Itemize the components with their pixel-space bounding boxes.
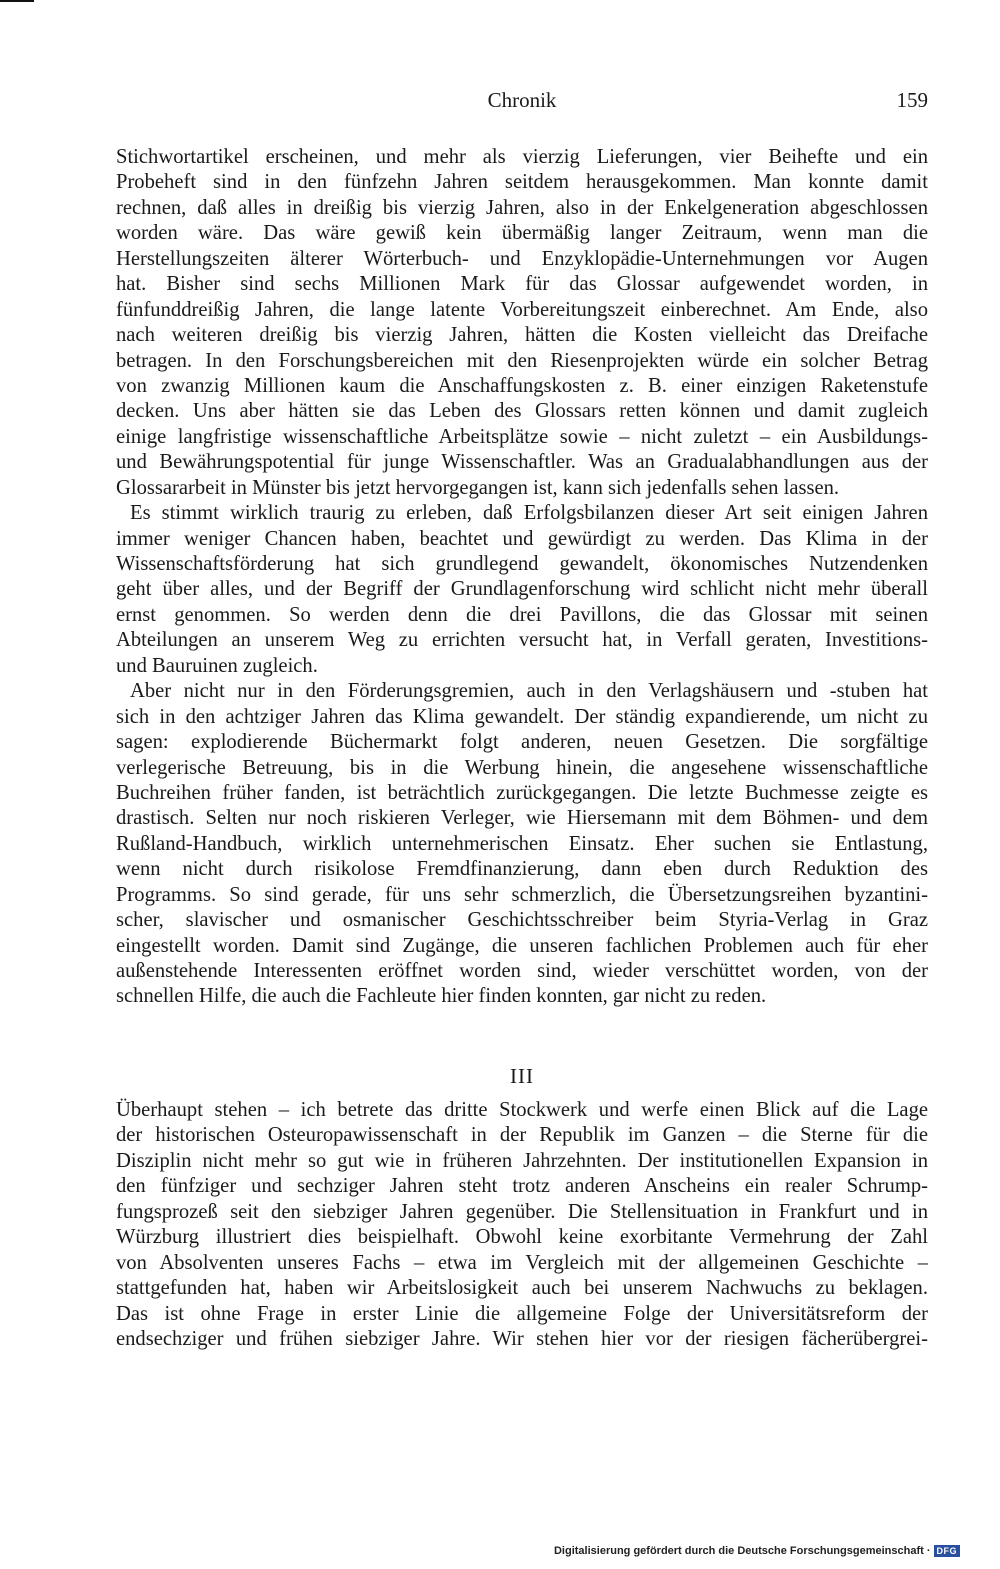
text-line: immer weniger Chancen haben, beachtet und gewürdigt zu werden. Das Klima in der <box>116 527 928 550</box>
text-line: Das ist ohne Frage in erster Linie die allgemeine Folge der Universitätsreform der <box>116 1302 928 1325</box>
text-line: worden wäre. Das wäre gewiß kein übermäßig langer Zeitraum, wenn man die <box>116 222 928 245</box>
credit-text: Digitalisierung gefördert durch die Deutsche Forschungsgemeinschaft · <box>553 1545 931 1557</box>
dfg-logo-icon: DFG <box>934 1545 961 1557</box>
text-line: von zwanzig Millionen kaum die Anschaffungskosten z. B. einer einzigen Raketenstufe <box>116 374 928 397</box>
text-line: den fünfziger und sechziger Jahren steht trotz anderen Anscheins ein realer Schrump- <box>116 1175 928 1198</box>
text-line: der historischen Osteuropawissenschaft in der Republik im Ganzen – die Sterne für die <box>116 1124 928 1147</box>
text-line: stattgefunden hat, haben wir Arbeitslosigkeit auch bei unserem Nachwuchs zu beklagen. <box>116 1277 928 1300</box>
text-line: Buchreihen früher fanden, ist beträchtlich zurückgegangen. Die letzte Buchmesse zeigte es <box>116 781 928 804</box>
text-line: Programms. So sind gerade, für uns sehr schmerzlich, die Übersetzungsreihen byzantini- <box>116 883 928 906</box>
body-text-part-1 <box>116 145 928 1010</box>
text-line: hat. Bisher sind sechs Millionen Mark für das Glossar aufgewendet worden, in <box>116 273 928 296</box>
text-line: eingestellt worden. Damit sind Zugänge, die unseren fachlichen Problemen auch für eher <box>116 934 928 957</box>
text-line: scher, slavischer und osmanischer Geschichtsschreiber beim Styria-Verlag in Graz <box>116 909 928 932</box>
text-line: sich in den achtziger Jahren das Klima gewandelt. Der ständig expandierende, um nicht zu <box>116 705 928 728</box>
text-line: nach weiteren dreißig bis vierzig Jahren, hätten die Kosten vielleicht das Dreifache <box>116 324 928 347</box>
section-heading: III <box>510 1064 534 1088</box>
text-line: Aber nicht nur in den Förderungsgremien, auch in den Verlagshäusern und -stuben hat <box>130 680 928 703</box>
text-line: Wissenschaftsförderung hat sich grundlegend gewandelt, ökonomisches Nutzendenken <box>116 553 928 575</box>
digitization-credit <box>554 1545 960 1557</box>
text-line: Rußland-Handbuch, wirklich unternehmerischen Einsatz. Eher suchen sie Entlastung, <box>116 832 928 855</box>
text-line: Abteilungen an unserem Weg zu errichten versucht hat, in Verfall geraten, Investitions- <box>116 629 928 652</box>
text-line: drastisch. Selten nur noch riskieren Verleger, wie Hiersemann mit dem Böhmen- und dem <box>116 807 928 830</box>
text-line: Herstellungszeiten älterer Wörterbuch- und Enzyklopädie-Unternehmungen vor Augen <box>116 247 928 270</box>
text-line: fünfunddreißig Jahren, die lange latente Vorbereitungszeit einberechnet. Am Ende, also <box>116 298 928 321</box>
text-line: und Bauruinen zugleich. <box>116 654 318 677</box>
text-line: schnellen Hilfe, die auch die Fachleute hier finden konnten, gar nicht zu reden. <box>116 985 767 1008</box>
text-line: wenn nicht durch risikolose Fremdfinanzierung, dann eben durch Reduktion des <box>116 858 928 881</box>
body-text-part-2 <box>116 1098 928 1352</box>
text-line: rechnen, daß alles in dreißig bis vierzig Jahren, also in der Enkelgeneration abgeschlossen <box>116 196 928 219</box>
text-line: fungsprozeß seit den siebziger Jahren gegenüber. Die Stellensituation in Frankfurt und in <box>116 1200 928 1223</box>
corner-scan-mark <box>0 0 34 2</box>
text-line: außenstehende Interessenten eröffnet worden sind, wieder verschüttet worden, von der <box>116 960 928 982</box>
text-line: sagen: explodierende Büchermarkt folgt anderen, neuen Gesetzen. Die sorgfältige <box>116 731 928 754</box>
text-line: Disziplin nicht mehr so gut wie in früheren Jahrzehnten. Der institutionellen Expansion in <box>116 1149 928 1172</box>
text-line: endsechziger und frühen siebziger Jahre. Wir stehen hier vor der riesigen fächerübergrei- <box>116 1327 928 1350</box>
text-line: geht über alles, und der Begriff der Grundlagenforschung wird schlicht nicht mehr überall <box>116 578 928 601</box>
text-line: einige langfristige wissenschaftliche Arbeitsplätze sowie – nicht zuletzt – ein Ausbildungs- <box>116 425 928 448</box>
page-number: 159 <box>896 88 928 112</box>
text-line: von Absolventen unseres Fachs – etwa im Vergleich mit der allgemeinen Geschichte – <box>116 1251 928 1274</box>
text-line: ernst genommen. So werden denn die drei Pavillons, die das Glossar mit seinen <box>116 603 928 626</box>
running-title: Chronik <box>487 88 557 112</box>
text-line: decken. Uns aber hätten sie das Leben des Glossars retten können und damit zugleich <box>116 400 928 423</box>
text-line: verlegerische Betreuung, bis in die Werbung hinein, die angesehene wissenschaftliche <box>116 756 928 779</box>
text-line: Überhaupt stehen – ich betrete das dritte Stockwerk und werfe einen Blick auf die Lage <box>116 1099 928 1121</box>
text-line: Stichwortartikel erscheinen, und mehr als vierzig Lieferungen, vier Beihefte und ein <box>116 146 928 168</box>
running-head <box>116 88 928 118</box>
text-line: Würzburg illustriert dies beispielhaft. Obwohl keine exorbitante Vermehrung der Zahl <box>116 1226 928 1249</box>
text-line: Es stimmt wirklich traurig zu erleben, daß Erfolgsbilanzen dieser Art seit einigen Jahren <box>130 502 928 525</box>
text-line: betragen. In den Forschungsbereichen mit den Riesenprojekten würde ein solcher Betrag <box>116 349 928 372</box>
text-line: und Bewährungspotential für junge Wissenschaftler. Was an Gradualabhandlungen aus der <box>116 451 928 474</box>
text-line: Glossararbeit in Münster bis jetzt hervorgegangen ist, kann sich jedenfalls sehen lassen. <box>116 476 840 499</box>
text-line: Probeheft sind in den fünfzehn Jahren seitdem herausgekommen. Man konnte damit <box>116 171 928 194</box>
